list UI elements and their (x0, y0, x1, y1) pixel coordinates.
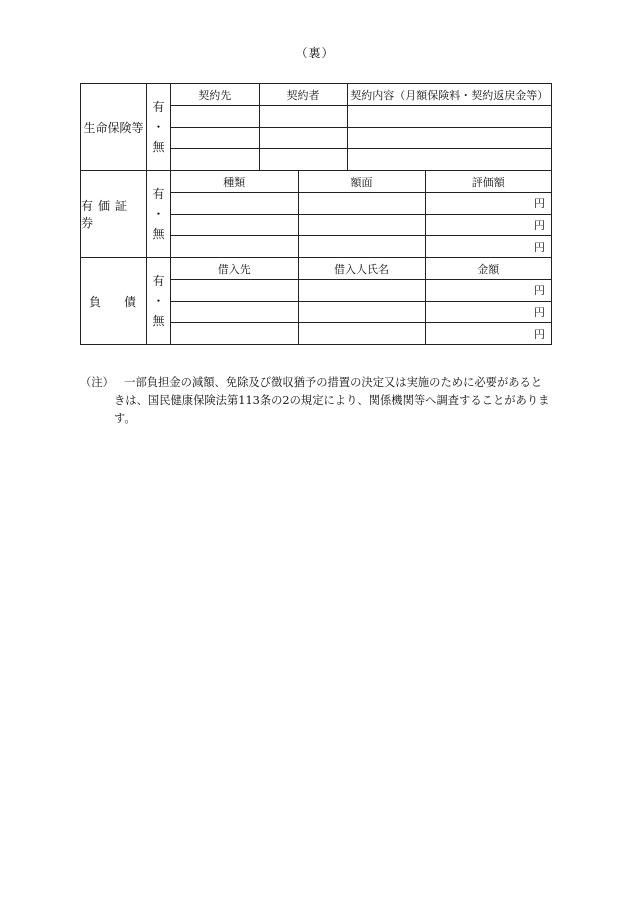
separator-dot: ・ (152, 294, 165, 308)
life-insurance-section (80, 83, 552, 171)
table-row (171, 149, 551, 171)
table-row (171, 236, 551, 258)
face-value-cell[interactable] (298, 236, 425, 258)
asset-form (80, 84, 552, 345)
type-cell[interactable] (171, 214, 298, 236)
column-header-amount: 金額 (425, 258, 551, 280)
no-option[interactable]: 無 (152, 227, 165, 241)
table-row (171, 323, 551, 345)
amount-cell[interactable]: 円 (425, 301, 551, 323)
yes-option[interactable]: 有 (152, 274, 165, 288)
lender-cell[interactable] (171, 280, 298, 302)
no-option[interactable]: 無 (152, 140, 165, 154)
life-insurance-table (171, 84, 551, 170)
table-row (171, 106, 551, 128)
column-header-policyholder: 契約者 (259, 84, 347, 106)
note (80, 374, 552, 428)
amount-cell[interactable]: 円 (534, 327, 545, 341)
policyholder-cell[interactable] (259, 149, 347, 171)
borrower-name-cell[interactable] (298, 280, 425, 302)
lender-cell[interactable] (171, 323, 298, 345)
life-insurance-label: 生命保険等 (81, 84, 147, 170)
column-header-type: 種類 (171, 171, 298, 193)
column-header-valuation: 評価額 (425, 171, 551, 193)
face-value-cell[interactable] (298, 193, 425, 215)
table-row (171, 280, 551, 302)
table-header-row (171, 171, 551, 193)
column-header-lender: 借入先 (171, 258, 298, 280)
securities-yes-no[interactable] (147, 171, 171, 257)
contract-details-cell[interactable] (347, 127, 551, 149)
valuation-cell[interactable]: 円 (425, 214, 551, 236)
borrower-name-cell[interactable] (298, 323, 425, 345)
column-header-borrower-name: 借入人氏名 (298, 258, 425, 280)
policyholder-cell[interactable] (259, 127, 347, 149)
table-header-row (171, 258, 551, 280)
face-value-cell[interactable] (298, 214, 425, 236)
securities-table (171, 171, 551, 257)
contractor-cell[interactable] (171, 106, 259, 128)
debt-label-right: 債 (123, 294, 136, 309)
debt-label-left: 負 (89, 294, 102, 309)
column-header-contractor: 契約先 (171, 84, 259, 106)
table-row (171, 193, 551, 215)
valuation-cell[interactable]: 円 (425, 193, 551, 215)
note-text: 一部負担金の減額、免除及び徴収猶予の措置の決定又は実施のために必要があるときは、国民健康保険法第113条の2の規定により、関係機関等へ調査することがあります。 (114, 376, 550, 425)
note-label: （注） (80, 376, 114, 389)
debt-label (81, 258, 147, 344)
contract-details-cell[interactable] (347, 106, 551, 128)
contractor-cell[interactable] (171, 127, 259, 149)
securities-label: 有価証券 (81, 171, 147, 257)
table-row (171, 301, 551, 323)
lender-cell[interactable] (171, 301, 298, 323)
page-title: （裏） (295, 46, 335, 60)
table-row (171, 127, 551, 149)
separator-dot: ・ (152, 207, 165, 221)
contractor-cell[interactable] (171, 149, 259, 171)
type-cell[interactable] (171, 236, 298, 258)
column-header-face-value: 額面 (298, 171, 425, 193)
table-header-row (171, 84, 551, 106)
yes-option[interactable]: 有 (152, 187, 165, 201)
debt-yes-no[interactable] (147, 258, 171, 344)
separator-dot: ・ (152, 120, 165, 134)
life-insurance-yes-no[interactable] (147, 84, 171, 170)
amount-cell[interactable]: 円 (425, 280, 551, 302)
valuation-cell[interactable]: 円 (534, 240, 545, 254)
table-row (171, 214, 551, 236)
borrower-name-cell[interactable] (298, 301, 425, 323)
type-cell[interactable] (171, 193, 298, 215)
policyholder-cell[interactable] (259, 106, 347, 128)
column-header-contract-details: 契約内容（月額保険料・契約返戻金等） (347, 84, 551, 106)
yes-option[interactable]: 有 (152, 100, 165, 114)
securities-section (80, 170, 552, 258)
no-option[interactable]: 無 (152, 314, 165, 328)
contract-details-cell[interactable] (347, 149, 551, 171)
debt-table (171, 258, 551, 344)
debt-section (80, 257, 552, 345)
